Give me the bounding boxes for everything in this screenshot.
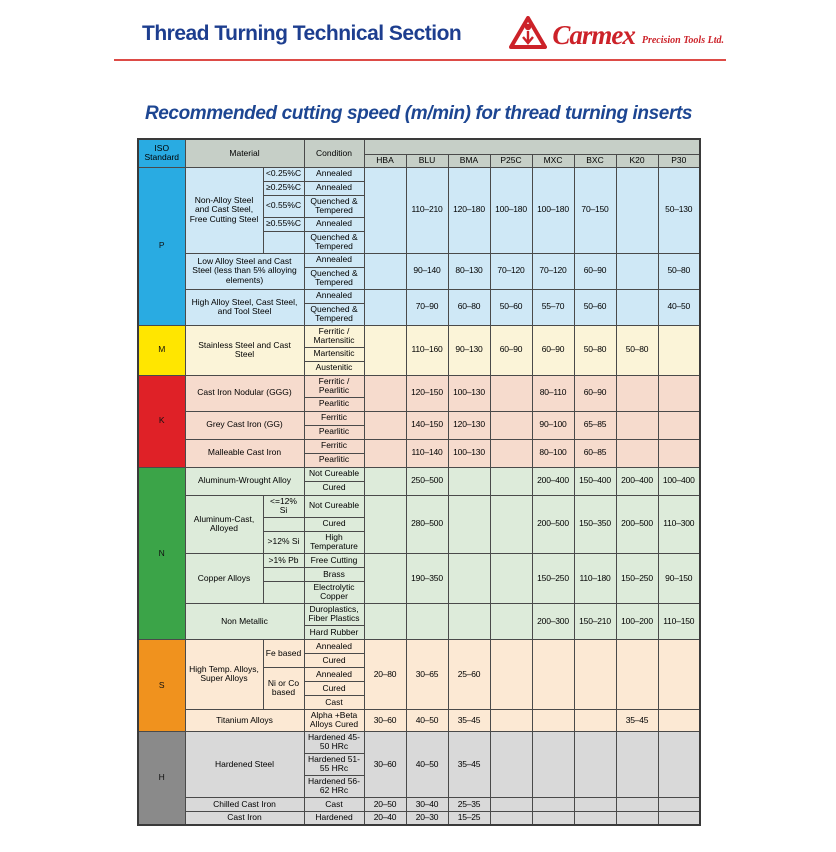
speed-value-k20 <box>616 811 658 825</box>
condition-cell: Alpha +Beta Alloys Cured <box>304 709 364 731</box>
iso-letter-p: P <box>138 167 185 325</box>
material-cell: Non Metallic <box>185 603 304 639</box>
material-cell: Copper Alloys <box>185 553 263 603</box>
speed-value-hba <box>364 253 406 289</box>
material-sub-cell: <0.25%C <box>263 167 304 181</box>
table-row <box>138 167 700 181</box>
speed-table-body <box>138 167 700 825</box>
speed-value-mxc <box>532 811 574 825</box>
condition-cell: Cast <box>304 695 364 709</box>
material-sub-cell: <=12% Si <box>263 495 304 517</box>
condition-cell: Electrolytic Copper <box>304 581 364 603</box>
condition-cell: Brass <box>304 567 364 581</box>
table-row <box>138 439 700 453</box>
speed-value-bxc <box>574 709 616 731</box>
speed-value-p30 <box>658 639 700 709</box>
speed-value-p30: 90–150 <box>658 553 700 603</box>
speed-value-mxc <box>532 731 574 797</box>
table-row <box>138 603 700 625</box>
speed-value-blu: 90–140 <box>406 253 448 289</box>
speed-value-p25c <box>490 811 532 825</box>
speed-value-hba: 20–50 <box>364 797 406 811</box>
speed-value-mxc <box>532 797 574 811</box>
speed-value-mxc: 100–180 <box>532 167 574 253</box>
table-row <box>138 325 700 347</box>
speed-value-hba <box>364 439 406 467</box>
condition-cell: Martensitic <box>304 347 364 361</box>
speed-value-p30: 40–50 <box>658 289 700 325</box>
column-header-grade: P25C <box>490 155 532 168</box>
speed-value-bma: 100–130 <box>448 439 490 467</box>
speed-value-p30 <box>658 439 700 467</box>
material-sub-cell <box>263 567 304 581</box>
condition-cell: Ferritic / Pearlitic <box>304 375 364 397</box>
material-cell: High Temp. Alloys, Super Alloys <box>185 639 263 709</box>
speed-value-bxc: 50–60 <box>574 289 616 325</box>
material-cell: Cast Iron <box>185 811 304 825</box>
speed-value-k20 <box>616 411 658 439</box>
condition-cell: Cured <box>304 481 364 495</box>
speed-value-hba <box>364 495 406 553</box>
speed-value-bma: 120–130 <box>448 411 490 439</box>
table-row <box>138 797 700 811</box>
speed-value-bma: 90–130 <box>448 325 490 375</box>
material-cell: Low Alloy Steel and Cast Steel (less than 5% alloying elements) <box>185 253 304 289</box>
condition-cell: Annealed <box>304 289 364 303</box>
condition-cell: Ferritic / Martensitic <box>304 325 364 347</box>
iso-letter-m: M <box>138 325 185 375</box>
speed-value-blu: 110–160 <box>406 325 448 375</box>
speed-value-p30: 50–80 <box>658 253 700 289</box>
speed-value-hba <box>364 325 406 375</box>
speed-value-p30: 50–130 <box>658 167 700 253</box>
material-sub-cell <box>263 581 304 603</box>
speed-value-hba <box>364 375 406 411</box>
table-row <box>138 375 700 397</box>
speed-value-hba <box>364 167 406 253</box>
condition-cell: Not Cureable <box>304 467 364 481</box>
material-cell: Aluminum-Cast, Alloyed <box>185 495 263 553</box>
material-cell: Chilled Cast Iron <box>185 797 304 811</box>
speed-value-p25c: 100–180 <box>490 167 532 253</box>
speed-value-hba: 30–60 <box>364 731 406 797</box>
speed-value-blu: 40–50 <box>406 709 448 731</box>
material-cell: Aluminum-Wrought Alloy <box>185 467 304 495</box>
speed-value-bma: 15–25 <box>448 811 490 825</box>
condition-cell: Quenched & Tempered <box>304 267 364 289</box>
speed-value-p30 <box>658 709 700 731</box>
speed-value-k20: 100–200 <box>616 603 658 639</box>
speed-value-p30 <box>658 811 700 825</box>
speed-value-mxc: 80–110 <box>532 375 574 411</box>
speed-value-p30 <box>658 325 700 375</box>
speed-value-bma <box>448 603 490 639</box>
column-header-grade: P30 <box>658 155 700 168</box>
iso-letter-s: S <box>138 639 185 731</box>
speed-value-k20 <box>616 375 658 411</box>
condition-cell: Duroplastics, Fiber Plastics <box>304 603 364 625</box>
speed-value-p30: 100–400 <box>658 467 700 495</box>
table-row <box>138 411 700 425</box>
condition-cell: Free Cutting <box>304 553 364 567</box>
speed-value-k20: 35–45 <box>616 709 658 731</box>
table-row <box>138 639 700 653</box>
speed-value-blu: 20–30 <box>406 811 448 825</box>
speed-value-blu: 40–50 <box>406 731 448 797</box>
column-header-grade: BLU <box>406 155 448 168</box>
iso-letter-n: N <box>138 467 185 639</box>
speed-value-bxc: 60–85 <box>574 439 616 467</box>
condition-cell: Annealed <box>304 167 364 181</box>
brand-tagline: Precision Tools Ltd. <box>641 35 724 46</box>
speed-value-bma <box>448 467 490 495</box>
speed-value-k20: 50–80 <box>616 325 658 375</box>
speed-value-bma: 60–80 <box>448 289 490 325</box>
speed-value-bxc <box>574 639 616 709</box>
material-sub-cell: <0.55%C <box>263 195 304 217</box>
speed-value-bxc: 150–400 <box>574 467 616 495</box>
speed-value-k20: 150–250 <box>616 553 658 603</box>
speed-value-hba <box>364 603 406 639</box>
table-row <box>138 553 700 567</box>
speed-value-bma: 80–130 <box>448 253 490 289</box>
condition-cell: Hardened 51-55 HRc <box>304 753 364 775</box>
speed-value-blu <box>406 603 448 639</box>
material-sub-cell: Ni or Co based <box>263 667 304 709</box>
material-cell: Hardened Steel <box>185 731 304 797</box>
speed-value-k20 <box>616 253 658 289</box>
speed-value-hba <box>364 553 406 603</box>
speed-value-p25c <box>490 797 532 811</box>
speed-value-p25c: 50–60 <box>490 289 532 325</box>
speed-value-k20: 200–500 <box>616 495 658 553</box>
speed-value-blu: 250–500 <box>406 467 448 495</box>
grade-band-spacer <box>364 139 700 155</box>
condition-cell: Annealed <box>304 667 364 681</box>
speed-value-bxc <box>574 731 616 797</box>
speed-value-mxc <box>532 639 574 709</box>
speed-value-p30 <box>658 411 700 439</box>
document-header <box>142 16 724 52</box>
condition-cell: Ferritic <box>304 411 364 425</box>
speed-value-blu: 110–140 <box>406 439 448 467</box>
condition-cell: Hard Rubber <box>304 625 364 639</box>
material-sub-cell: ≥0.55%C <box>263 217 304 231</box>
material-sub-cell <box>263 517 304 531</box>
material-cell: Cast Iron Nodular (GGG) <box>185 375 304 411</box>
cutting-speed-table <box>137 138 701 826</box>
speed-value-p25c <box>490 553 532 603</box>
speed-value-bma: 25–35 <box>448 797 490 811</box>
speed-value-bxc: 50–80 <box>574 325 616 375</box>
speed-value-blu: 70–90 <box>406 289 448 325</box>
material-sub-cell: >12% Si <box>263 531 304 553</box>
condition-cell: Pearlitic <box>304 425 364 439</box>
column-header-grade: BXC <box>574 155 616 168</box>
table-row <box>138 709 700 731</box>
speed-value-p25c <box>490 495 532 553</box>
condition-cell: Quenched & Tempered <box>304 303 364 325</box>
condition-cell: Pearlitic <box>304 397 364 411</box>
speed-value-bma: 25–60 <box>448 639 490 709</box>
speed-value-bxc: 70–150 <box>574 167 616 253</box>
speed-value-bxc: 65–85 <box>574 411 616 439</box>
condition-cell: Ferritic <box>304 439 364 453</box>
column-header-grade: MXC <box>532 155 574 168</box>
speed-value-mxc: 200–300 <box>532 603 574 639</box>
speed-value-k20 <box>616 797 658 811</box>
speed-value-p25c <box>490 603 532 639</box>
speed-value-mxc: 70–120 <box>532 253 574 289</box>
header-divider <box>114 59 726 61</box>
speed-value-hba <box>364 289 406 325</box>
speed-value-bma: 120–180 <box>448 167 490 253</box>
speed-value-hba: 20–40 <box>364 811 406 825</box>
speed-value-hba: 20–80 <box>364 639 406 709</box>
speed-value-hba <box>364 467 406 495</box>
speed-value-bxc: 150–210 <box>574 603 616 639</box>
brand-name: Carmex <box>552 20 635 50</box>
material-sub-cell <box>263 231 304 253</box>
condition-cell: Annealed <box>304 639 364 653</box>
speed-value-bxc: 60–90 <box>574 375 616 411</box>
speed-value-hba: 30–60 <box>364 709 406 731</box>
speed-value-p25c <box>490 467 532 495</box>
material-sub-cell: ≥0.25%C <box>263 181 304 195</box>
column-header-material: Material <box>185 139 304 167</box>
speed-value-p30: 110–150 <box>658 603 700 639</box>
speed-value-mxc: 55–70 <box>532 289 574 325</box>
column-header-grade: BMA <box>448 155 490 168</box>
material-cell: Titanium Alloys <box>185 709 304 731</box>
condition-cell: Quenched & Tempered <box>304 231 364 253</box>
speed-value-blu: 280–500 <box>406 495 448 553</box>
speed-value-bma: 100–130 <box>448 375 490 411</box>
speed-value-mxc: 200–400 <box>532 467 574 495</box>
speed-value-mxc: 60–90 <box>532 325 574 375</box>
speed-value-blu: 30–65 <box>406 639 448 709</box>
speed-value-k20: 200–400 <box>616 467 658 495</box>
table-title: Recommended cutting speed (m/min) for thread turning inserts <box>144 103 693 124</box>
speed-value-hba <box>364 411 406 439</box>
condition-cell: Cast <box>304 797 364 811</box>
speed-value-bxc: 110–180 <box>574 553 616 603</box>
brand-logo <box>509 16 724 55</box>
speed-value-mxc: 150–250 <box>532 553 574 603</box>
speed-value-blu: 110–210 <box>406 167 448 253</box>
speed-value-p30: 110–300 <box>658 495 700 553</box>
iso-letter-k: K <box>138 375 185 467</box>
speed-value-p25c <box>490 439 532 467</box>
column-header-iso-standard: ISO Standard <box>138 139 185 167</box>
material-cell: Stainless Steel and Cast Steel <box>185 325 304 375</box>
speed-value-k20 <box>616 639 658 709</box>
speed-value-k20 <box>616 439 658 467</box>
speed-value-bma: 35–45 <box>448 731 490 797</box>
speed-value-k20 <box>616 167 658 253</box>
speed-value-mxc: 90–100 <box>532 411 574 439</box>
speed-value-k20 <box>616 731 658 797</box>
condition-cell: Cured <box>304 681 364 695</box>
condition-cell: Cured <box>304 517 364 531</box>
condition-cell: Cured <box>304 653 364 667</box>
speed-value-bxc <box>574 811 616 825</box>
condition-cell: Pearlitic <box>304 453 364 467</box>
speed-value-blu: 30–40 <box>406 797 448 811</box>
speed-value-p30 <box>658 797 700 811</box>
carmex-triangle-logo-icon <box>509 16 547 55</box>
speed-value-mxc: 200–500 <box>532 495 574 553</box>
speed-value-p25c <box>490 731 532 797</box>
header-row-top <box>138 139 700 155</box>
speed-value-blu: 190–350 <box>406 553 448 603</box>
condition-cell: Annealed <box>304 217 364 231</box>
condition-cell: High Temperature <box>304 531 364 553</box>
speed-value-p25c: 60–90 <box>490 325 532 375</box>
speed-value-p25c <box>490 639 532 709</box>
condition-cell: Annealed <box>304 181 364 195</box>
condition-cell: Not Cureable <box>304 495 364 517</box>
page-title: Thread Turning Technical Section <box>142 22 462 45</box>
table-row <box>138 731 700 753</box>
material-sub-cell: >1% Pb <box>263 553 304 567</box>
iso-letter-h: H <box>138 731 185 825</box>
condition-cell: Quenched & Tempered <box>304 195 364 217</box>
speed-value-bxc: 60–90 <box>574 253 616 289</box>
material-cell: Non-Alloy Steel and Cast Steel, Free Cutting Steel <box>185 167 263 253</box>
speed-value-p25c <box>490 375 532 411</box>
table-row <box>138 495 700 517</box>
table-row <box>138 289 700 303</box>
column-header-grade: K20 <box>616 155 658 168</box>
table-row <box>138 467 700 481</box>
material-cell: Grey Cast Iron (GG) <box>185 411 304 439</box>
speed-value-bxc: 150–350 <box>574 495 616 553</box>
condition-cell: Hardened 56-62 HRc <box>304 775 364 797</box>
speed-value-p25c: 70–120 <box>490 253 532 289</box>
condition-cell: Hardened <box>304 811 364 825</box>
speed-value-p30 <box>658 731 700 797</box>
column-header-condition: Condition <box>304 139 364 167</box>
condition-cell: Austenitic <box>304 361 364 375</box>
table-row <box>138 811 700 825</box>
speed-value-p30 <box>658 375 700 411</box>
material-cell: High Alloy Steel, Cast Steel, and Tool Steel <box>185 289 304 325</box>
speed-value-bma <box>448 553 490 603</box>
speed-value-p25c <box>490 411 532 439</box>
speed-value-bma <box>448 495 490 553</box>
column-header-grade: HBA <box>364 155 406 168</box>
condition-cell: Hardened 45-50 HRc <box>304 731 364 753</box>
speed-value-blu: 120–150 <box>406 375 448 411</box>
speed-value-k20 <box>616 289 658 325</box>
material-cell: Malleable Cast Iron <box>185 439 304 467</box>
speed-value-p25c <box>490 709 532 731</box>
speed-value-bma: 35–45 <box>448 709 490 731</box>
material-sub-cell: Fe based <box>263 639 304 667</box>
speed-value-bxc <box>574 797 616 811</box>
condition-cell: Annealed <box>304 253 364 267</box>
table-row <box>138 253 700 267</box>
speed-value-blu: 140–150 <box>406 411 448 439</box>
speed-value-mxc: 80–100 <box>532 439 574 467</box>
speed-value-mxc <box>532 709 574 731</box>
